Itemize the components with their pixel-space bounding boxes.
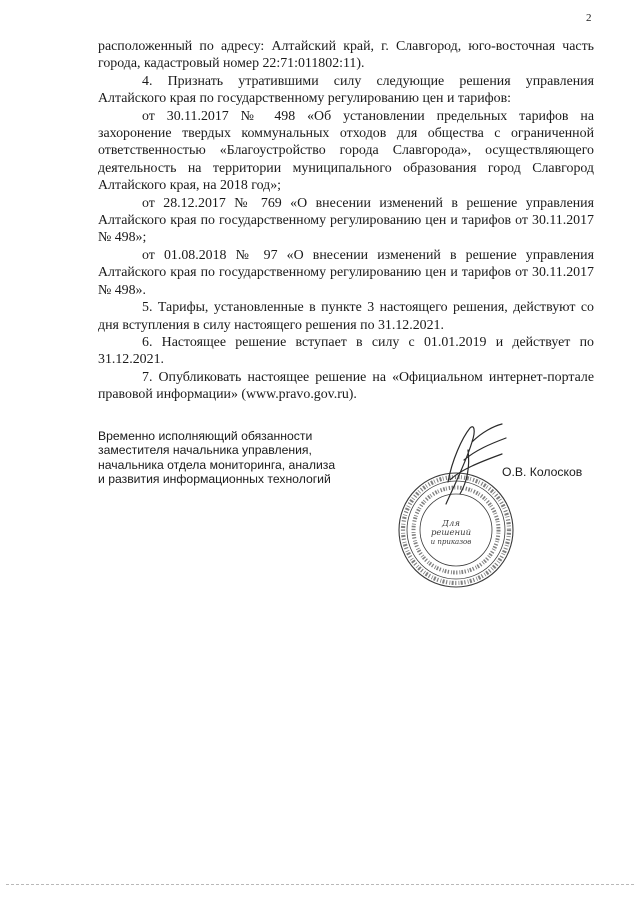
document-body xyxy=(98,38,594,404)
signatory-title-line: заместителя начальника управления, xyxy=(98,443,312,458)
official-stamp-with-signature xyxy=(390,420,530,595)
stamp-center-line: Для решений xyxy=(430,519,472,538)
signatory-name: О.В. Колосков xyxy=(502,465,583,479)
paragraph-decision-498: от 30.11.2017 № 498 «Об установлении предельных тарифов на захоронение твердых коммунальных отходов для общества с ограниченной ответственностью «Благоустройство города Славгорода», осуществляющего деятельность на территории муниципального образования город Славгород Алтайского края, на 2018 год»; xyxy=(98,108,594,194)
paragraph-decision-97: от 01.08.2018 № 97 «О внесении изменений в решение управления Алтайского края по государственному регулированию цен и тарифов от 30.11.2017 № 498». xyxy=(98,247,594,298)
page-number: 2 xyxy=(586,12,592,24)
paragraph-item-5: 5. Тарифы, установленные в пункте 3 настоящего решения, действуют со дня вступления в силу настоящего решения по 31.12.2021. xyxy=(98,300,594,333)
signatory-title xyxy=(98,429,398,487)
paragraph-item-7: 7. Опубликовать настоящее решение на «Официальном интернет-портале правовой информации» (www.pravo.gov.ru). xyxy=(98,369,594,403)
stamp-center-line: и приказов xyxy=(430,538,472,546)
signature xyxy=(446,424,506,504)
stamp-center-text xyxy=(423,520,479,547)
paragraph-item-4: 4. Признать утратившими силу следующие решения управления Алтайского края по государственному регулированию цен и тарифов: xyxy=(98,73,594,107)
signatory-title-line: Временно исполняющий обязанности xyxy=(98,429,313,443)
paragraph-decision-769: от 28.12.2017 № 769 «О внесении изменений в решение управления Алтайского края по государственному регулированию цен и тарифов от 30.11.2017 № 498»; xyxy=(98,195,594,246)
paragraph-address-continuation: расположенный по адресу: Алтайский край, г. Славгород, юго-восточная часть города, кадастровый номер 22:71:011802:11). xyxy=(98,39,594,72)
scan-edge-line xyxy=(6,884,634,885)
signatory-title-line: начальника отдела мониторинга, анализа xyxy=(98,457,336,472)
paragraph-item-6: 6. Настоящее решение вступает в силу с 01.01.2019 и действует по 31.12.2021. xyxy=(98,334,594,368)
signatory-title-line: и развития информационных технологий xyxy=(98,472,331,487)
